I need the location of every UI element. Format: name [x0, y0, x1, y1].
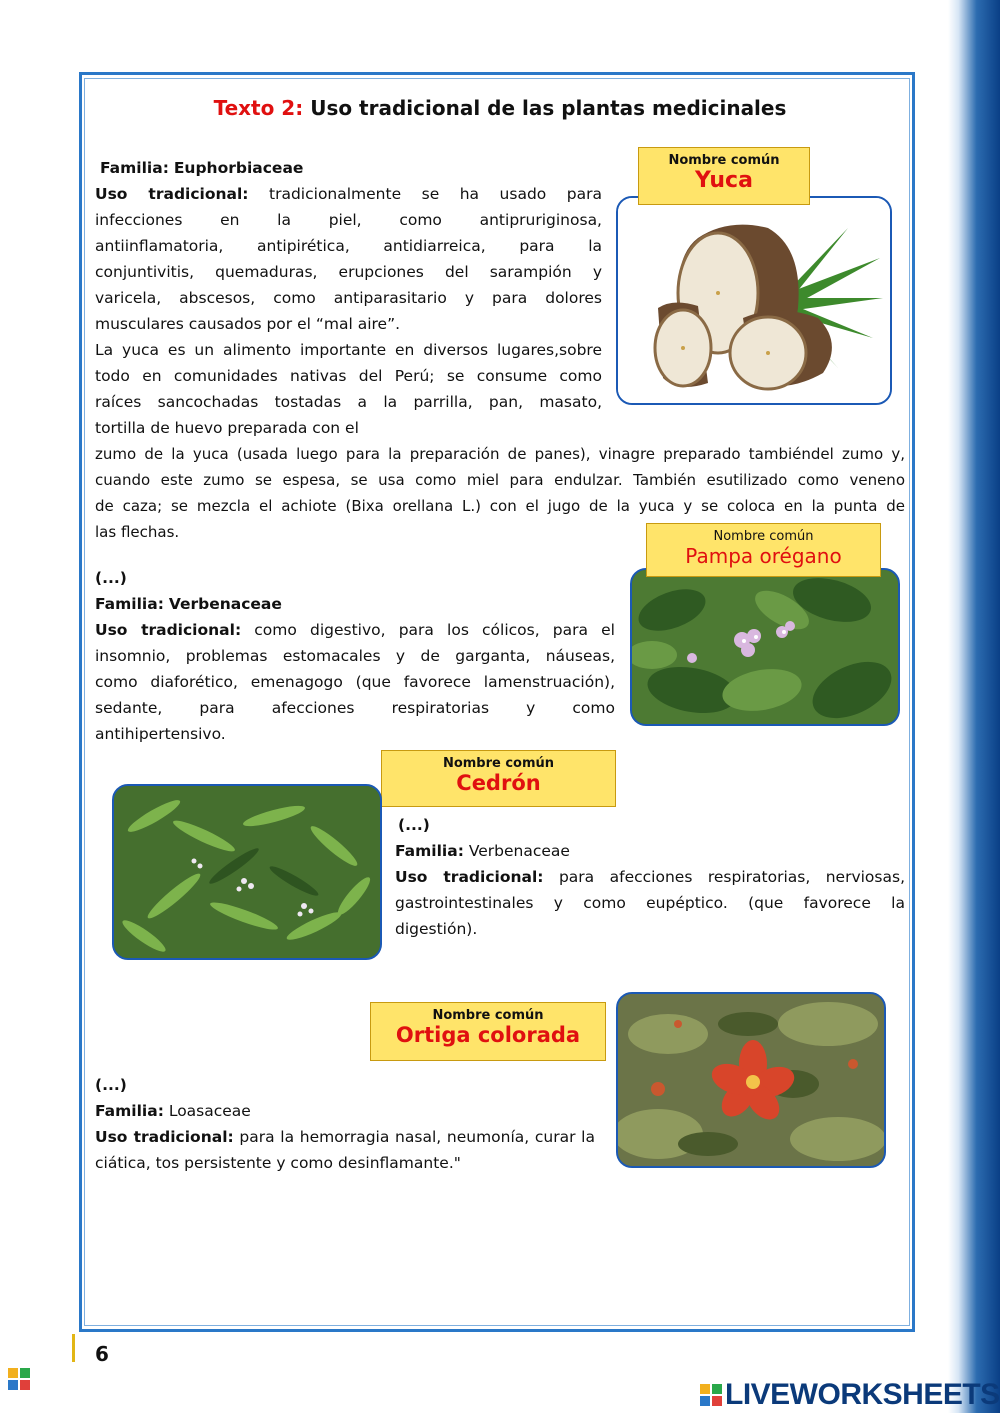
- yuca-full-line: las flechas.: [95, 523, 180, 541]
- pampa-oregano-image: [630, 568, 900, 726]
- liveworksheets-side-icon: [8, 1368, 30, 1390]
- pampa-uso-line: Uso tradicional: como digestivo, para los cólicos, para el: [95, 621, 615, 639]
- ortiga-name-box: [370, 1002, 606, 1061]
- ortiga-line: ciática, tos persistente y como desinflamante.": [95, 1154, 461, 1172]
- title-text: Uso tradicional de las plantas medicinales: [310, 96, 787, 120]
- plant-name: Pampa orégano: [685, 544, 842, 568]
- yuca-line: La yuca es un alimento importante en diversos lugares,sobre: [95, 341, 602, 359]
- pampa-line: insomnio, problemas estomacales y de garganta, náuseas,: [95, 647, 615, 665]
- cedron-line: gastrointestinales y como eupéptico. (que favorece la: [395, 894, 905, 912]
- ortiga-uso-line: Uso tradicional: para la hemorragia nasal, neumonía, curar la: [95, 1128, 595, 1146]
- ortiga-colorada-image: [616, 992, 886, 1168]
- page-title: [80, 96, 920, 120]
- name-label: Nombre común: [668, 153, 780, 168]
- name-label: Nombre común: [713, 529, 814, 544]
- title-prefix: Texto 2:: [213, 96, 304, 120]
- ellipsis: (...): [398, 816, 430, 834]
- name-label: Nombre común: [432, 1008, 544, 1023]
- ellipsis: (...): [95, 1076, 127, 1094]
- yuca-line: infecciones en la piel, como antipruriginosa,: [95, 211, 602, 229]
- herb-illustration: [632, 570, 898, 724]
- ortiga-familia: Familia: Loasaceae: [95, 1102, 251, 1120]
- page-number: 6: [95, 1342, 109, 1366]
- cedron-familia: Familia: Verbenaceae: [395, 842, 570, 860]
- cedron-image: [112, 784, 382, 960]
- yuca-text: [95, 155, 602, 441]
- yuca-line: antiinflamatoria, antipirética, antidiarreica, para la: [95, 237, 602, 255]
- lemon-verbena-illustration: [114, 786, 380, 958]
- yuca-line: conjuntivitis, quemaduras, erupciones del sarampión y: [95, 263, 602, 281]
- ortiga-text: [95, 1072, 595, 1176]
- pampa-name-box: [646, 523, 881, 577]
- liveworksheets-logo: LIVEWORKSHEETS: [725, 1378, 1000, 1411]
- page-edge-decoration: [948, 0, 1000, 1413]
- yuca-name-box: [638, 147, 810, 205]
- page-number-marker: [72, 1334, 75, 1362]
- plant-name: Cedrón: [456, 771, 541, 795]
- plant-name: Ortiga colorada: [395, 1023, 581, 1047]
- yuca-full-line: zumo de la yuca (usada luego para la preparación de panes), vinagre preparado tambiéndel zumo y,: [95, 445, 905, 463]
- cassava-illustration: [618, 198, 890, 403]
- cedron-text: [395, 812, 905, 942]
- yuca-full-line: cuando este zumo se espesa, se usa como miel para endulzar. También esutilizado como veneno: [95, 471, 905, 489]
- yuca-image: [616, 196, 892, 405]
- pampa-line: antihipertensivo.: [95, 725, 226, 743]
- loasa-flower-illustration: [618, 994, 884, 1166]
- pampa-familia: Familia: Verbenaceae: [95, 595, 282, 613]
- yuca-line: musculares causados por el “mal aire”.: [95, 315, 401, 333]
- yuca-familia: Familia: Euphorbiaceae: [100, 159, 304, 177]
- pampa-text: [95, 565, 615, 747]
- yuca-uso-line: Uso tradicional: tradicionalmente se ha usado para: [95, 185, 602, 203]
- yuca-full-line: de caza; se mezcla el achiote (Bixa orellana L.) con el jugo de la yuca y se coloca en la punta de: [95, 497, 905, 515]
- ellipsis: (...): [95, 569, 127, 587]
- yuca-line: todo en comunidades nativas del Perú; se consume como: [95, 367, 602, 385]
- yuca-line: raíces sancochadas tostadas a la parrilla, pan, masato,: [95, 393, 602, 411]
- yuca-line: tortilla de huevo preparada con el: [95, 419, 359, 437]
- pampa-line: como diaforético, emenagogo (que favorece lamenstruación),: [95, 673, 615, 691]
- plant-name: Yuca: [695, 168, 753, 193]
- pampa-line: sedante, para afecciones respiratorias y como: [95, 699, 615, 717]
- cedron-uso-line: Uso tradicional: para afecciones respiratorias, nerviosas,: [395, 868, 905, 886]
- name-label: Nombre común: [442, 756, 555, 771]
- cedron-line: digestión).: [395, 920, 478, 938]
- liveworksheets-logo-icon: [700, 1384, 722, 1406]
- cedron-name-box: [381, 750, 616, 807]
- yuca-line: varicela, abscesos, como antiparasitario y para dolores: [95, 289, 602, 307]
